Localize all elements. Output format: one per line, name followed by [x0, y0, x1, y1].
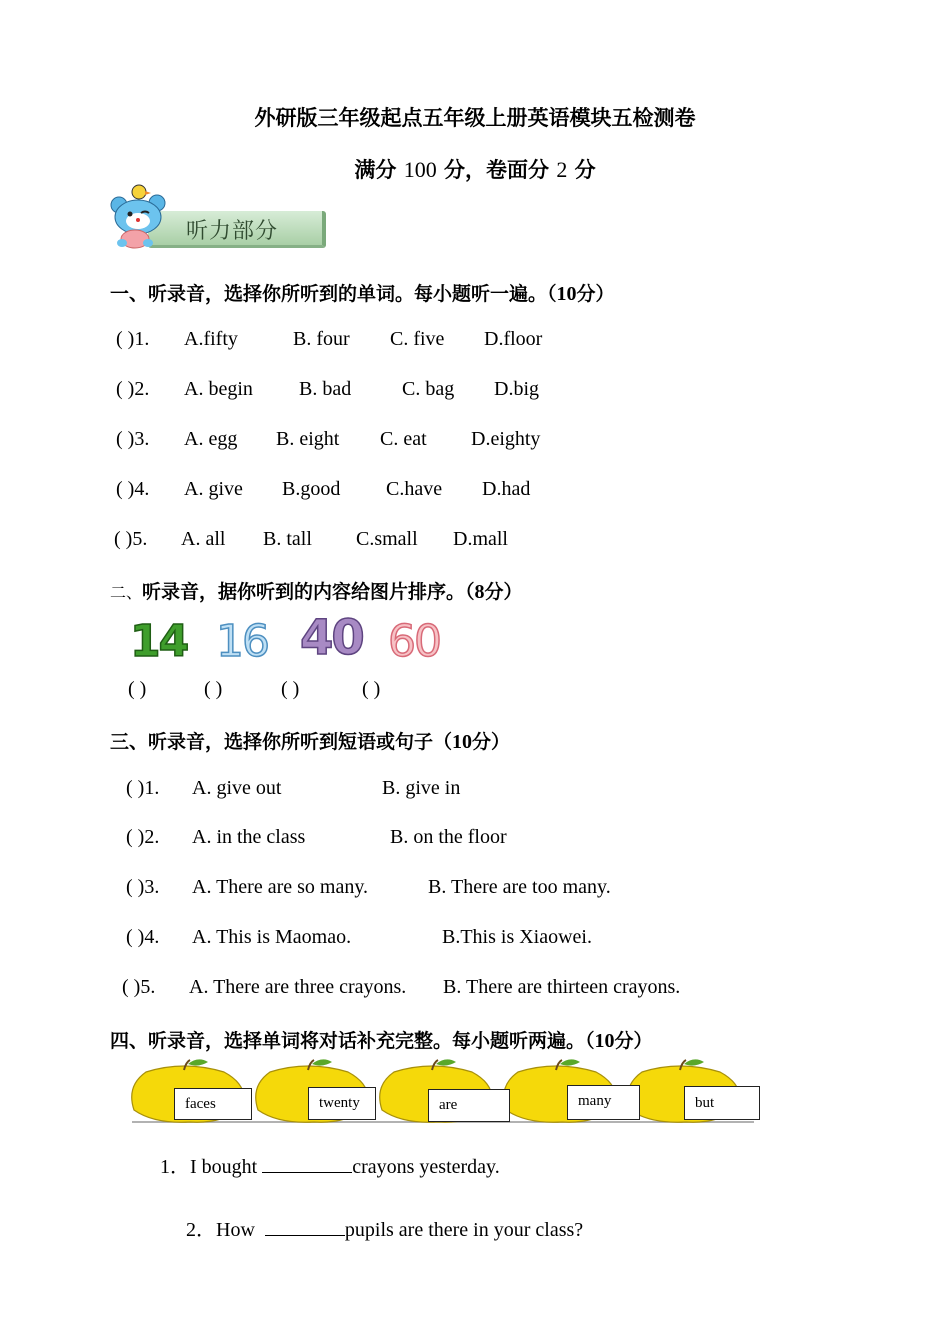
section2-points: 8 [474, 581, 485, 603]
sentence-pre: I bought [190, 1156, 263, 1178]
option-a: A. egg [184, 428, 238, 450]
word-label: twenty [319, 1095, 360, 1111]
word-label: faces [185, 1096, 216, 1112]
option-a: A. in the class [192, 826, 306, 848]
option-a: A. There are so many. [192, 876, 369, 898]
s4-sentence-1 [160, 1150, 500, 1179]
section4-heading-text: 四、听录音，选择单词将对话补充完整。每小题听两遍。（ [110, 1030, 595, 1052]
s4-sentence-2 [186, 1213, 583, 1242]
option-b: B. eight [276, 428, 340, 450]
subtitle-post: 分 [574, 158, 596, 182]
option-b: B.good [282, 478, 341, 500]
banner-label: 听力部分 [186, 219, 279, 244]
answer-paren[interactable]: ( )3. [126, 876, 160, 898]
section3-heading [110, 727, 510, 754]
page-title [0, 102, 950, 132]
section1-heading-text: 一、听录音，选择你所听到的单词。每小题听一遍。（ [110, 283, 557, 305]
word-label: are [439, 1097, 458, 1113]
page-subtitle [0, 154, 950, 184]
section3-points: 10 [452, 731, 473, 753]
word-box-faces[interactable] [174, 1088, 252, 1120]
picture-label: 40 [300, 610, 363, 666]
order-blank-4[interactable]: ( ) [362, 678, 381, 700]
number-picture-14 [130, 616, 187, 667]
section1-points: 10 [556, 283, 577, 305]
sentence-number: 2． [186, 1219, 216, 1241]
option-b: B. bad [299, 378, 352, 400]
option-a: A. This is Maomao. [192, 926, 352, 948]
bear-mascot-icon [110, 183, 172, 249]
answer-paren[interactable]: ( )2. [116, 378, 150, 400]
answer-blank[interactable] [262, 1156, 352, 1173]
answer-paren[interactable]: ( )2. [126, 826, 160, 848]
sentence-post: crayons yesterday. [352, 1156, 500, 1178]
picture-label: 60 [388, 616, 440, 667]
title-text: 外研版三年级起点五年级上册英语模块五检测卷 [254, 106, 696, 130]
section4-heading [110, 1026, 653, 1053]
option-a: A. begin [184, 378, 253, 400]
order-blank-3[interactable]: ( ) [281, 678, 300, 700]
option-b: B. give in [382, 777, 461, 799]
option-d: D.eighty [471, 428, 541, 450]
word-label: but [695, 1095, 715, 1111]
section2-heading-text: 听录音，据你听到的内容给图片排序。（ [142, 581, 475, 603]
option-c: C.have [386, 478, 443, 500]
option-b: B. There are thirteen crayons. [443, 976, 681, 998]
word-box-twenty[interactable] [308, 1087, 376, 1120]
option-c: C. five [390, 328, 445, 350]
order-blank-1[interactable]: ( ) [128, 678, 147, 700]
answer-paren[interactable]: ( )4. [116, 478, 150, 500]
option-b: B. on the floor [390, 826, 507, 848]
answer-paren[interactable]: ( )5. [122, 976, 156, 998]
subtitle-mid: 分，卷面分 [444, 158, 549, 182]
option-a: A. give [184, 478, 243, 500]
number-picture-16 [216, 616, 268, 667]
option-a: A. give out [192, 777, 282, 799]
word-label: many [578, 1093, 612, 1109]
section2-heading [110, 577, 523, 604]
word-box-but[interactable] [684, 1086, 760, 1120]
option-d: D.big [494, 378, 539, 400]
option-b: B. tall [263, 528, 312, 550]
word-box-many[interactable] [567, 1085, 640, 1120]
option-b: B. four [293, 328, 350, 350]
option-d: D.had [482, 478, 531, 500]
sentence-post: pupils are there in your class? [344, 1219, 584, 1241]
answer-blank[interactable] [265, 1219, 345, 1236]
section3-heading-text: 三、听录音，选择你所听到短语或句子（ [110, 731, 453, 753]
banner-bar [148, 211, 326, 248]
option-a: A.fifty [184, 328, 238, 350]
listening-banner [110, 183, 325, 251]
total-score: 100 [403, 157, 437, 182]
word-box-are[interactable] [428, 1089, 510, 1122]
order-blank-2[interactable]: ( ) [204, 678, 223, 700]
option-a: A. There are three crayons. [189, 976, 407, 998]
answer-paren[interactable]: ( )5. [114, 528, 148, 550]
picture-label: 14 [130, 616, 188, 667]
picture-label: 16 [216, 616, 268, 667]
option-b: B.This is Xiaowei. [442, 926, 592, 948]
section1-heading-end: 分） [576, 283, 615, 305]
option-b: B. There are too many. [428, 876, 611, 898]
sentence-number: 1． [160, 1156, 190, 1178]
neatness-score: 2 [556, 157, 568, 182]
option-d: D.floor [484, 328, 543, 350]
answer-paren[interactable]: ( )4. [126, 926, 160, 948]
section2-heading-end: 分） [484, 581, 523, 603]
number-picture-40 [300, 610, 363, 666]
sentence-pre: How [216, 1219, 265, 1241]
answer-paren[interactable]: ( )1. [126, 777, 160, 799]
option-c: C. bag [402, 378, 455, 400]
section3-heading-end: 分） [472, 731, 511, 753]
section1-heading [110, 279, 615, 306]
section4-heading-end: 分） [614, 1030, 653, 1052]
number-picture-60 [388, 616, 440, 667]
answer-paren[interactable]: ( )1. [116, 328, 150, 350]
option-c: C.small [356, 528, 418, 550]
answer-paren[interactable]: ( )3. [116, 428, 150, 450]
word-bank [128, 1058, 763, 1128]
option-c: C. eat [380, 428, 427, 450]
option-a: A. all [181, 528, 226, 550]
option-d: D.mall [453, 528, 508, 550]
section4-points: 10 [594, 1030, 615, 1052]
subtitle-pre: 满分 [354, 158, 397, 182]
section2-number: 二、 [110, 583, 143, 602]
